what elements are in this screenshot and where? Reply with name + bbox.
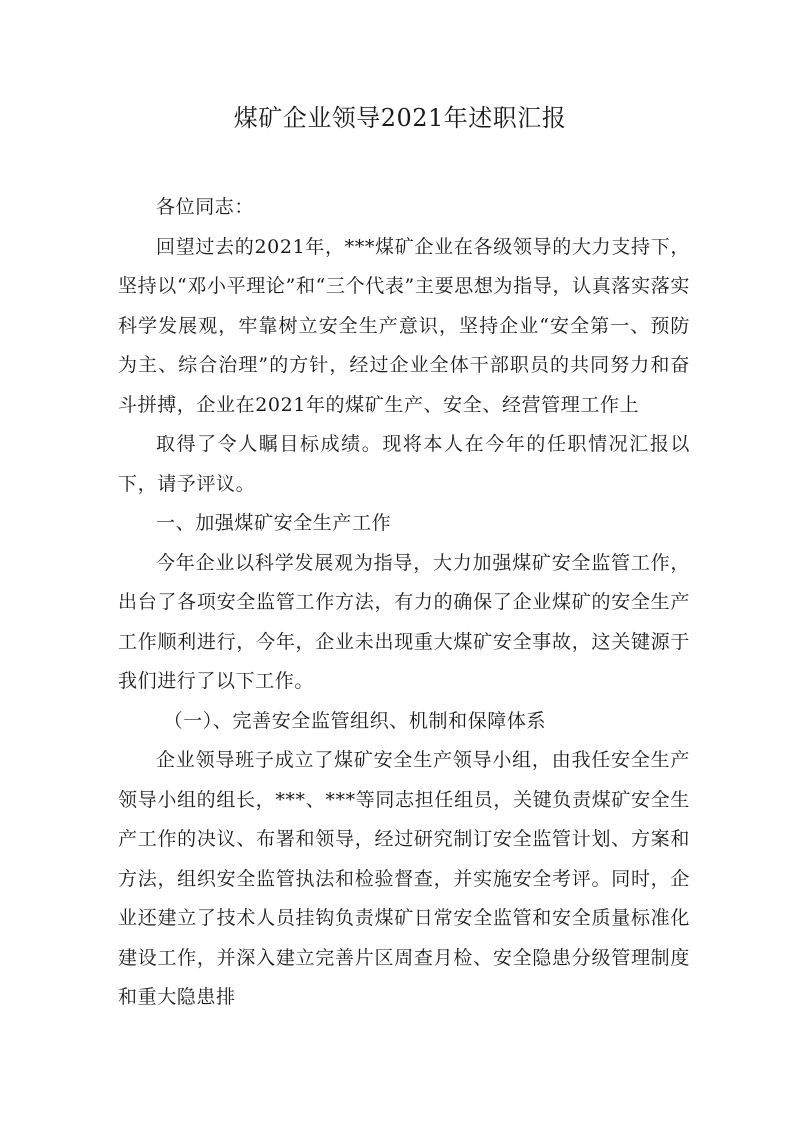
document-body	[118, 188, 690, 1018]
paragraph-safety-work: 今年企业以科学发展观为指导，大力加强煤矿安全监管工作，出台了各项安全监管工作方法，有力的确保了企业煤矿的安全生产工作顺利进行，今年，企业未出现重大煤矿安全事故，这关键源于我们进行了以下工作。	[118, 551, 690, 692]
paragraph-intro: 回望过去的2021年，***煤矿企业在各级领导的大力支持下，坚持以“邓小平理论”和“三个代表”主要思想为指导，认真落实落实科学发展观，牢靠树立安全生产意识，坚持企业“安全第一、预防为主、综合治理”的方针，经过企业全体干部职员的共同努力和奋斗拼搏，企业在2021年的煤矿生产、安全、经营管理工作上	[118, 235, 690, 416]
document-title: 煤矿企业领导2021年述职汇报	[233, 104, 567, 132]
paragraph-achievements: 取得了令人瞩目标成绩。现将本人在今年的任职情况汇报以下，请予评议。	[118, 433, 690, 495]
section-heading: 一、加强煤矿安全生产工作	[156, 512, 392, 534]
paragraph-organization: 企业领导班子成立了煤矿安全生产领导小组，由我任安全生产领导小组的组长，***、***等同志担任组员，关键负责煤矿安全生产工作的决议、布署和领导，经过研究制订安全监管计划、方案和方法，组织安全监管执法和检验督查，并实施安全考评。同时，企业还建立了技术人员挂钩负责煤矿日常安全监管和安全质量标准化建设工作，并深入建立完善片区周查月检、安全隐患分级管理制度和重大隐患排	[118, 749, 690, 1008]
salutation: 各位同志：	[156, 196, 255, 218]
subsection-heading: （一）、完善安全监管组织、机制和保障体系	[163, 709, 547, 732]
